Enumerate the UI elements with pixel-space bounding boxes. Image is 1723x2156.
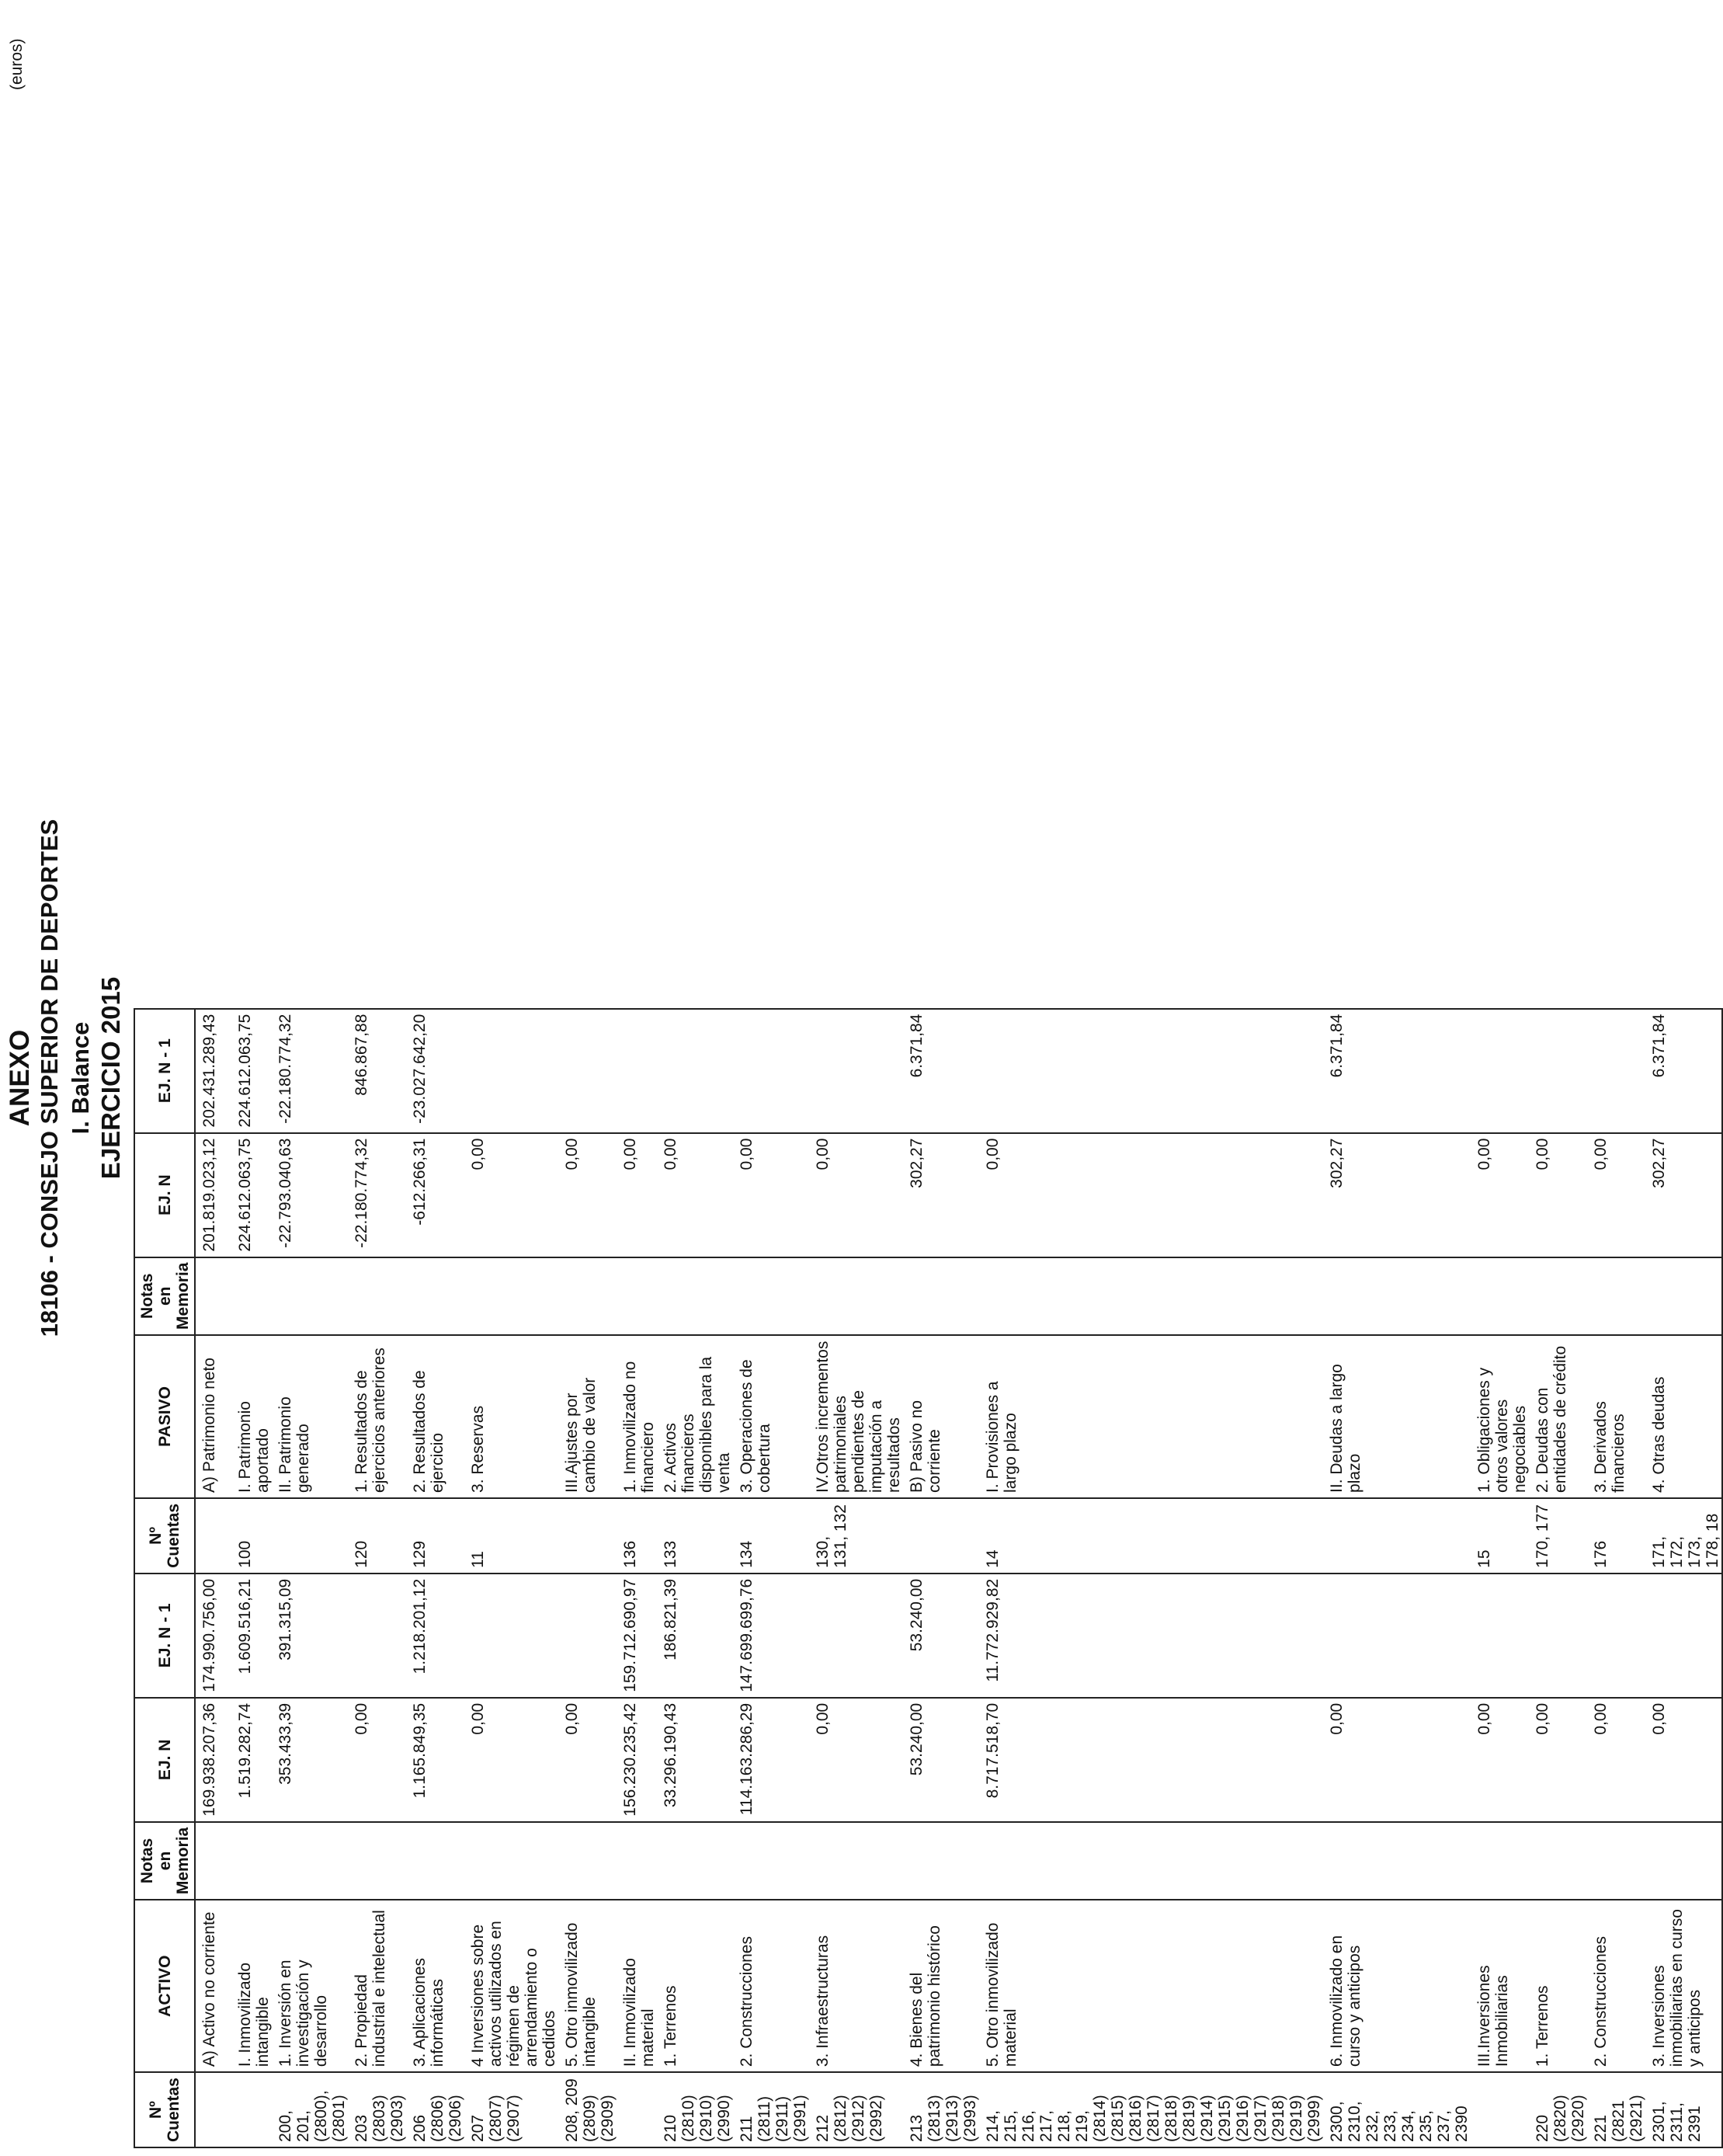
notas-pasivo xyxy=(809,1257,903,1335)
notas-activo xyxy=(406,1822,464,1900)
ejn1-activo-value xyxy=(1471,1574,1529,1698)
ejn1-pasivo-value xyxy=(657,1009,733,1133)
ejn-activo-value: 114.163.286,29 xyxy=(733,1698,809,1822)
ejn-activo-value: 8.717.518,70 xyxy=(979,1698,1323,1822)
notas-activo xyxy=(1529,1822,1587,1900)
ejn1-activo-value: 1.609.516,21 xyxy=(231,1574,272,1698)
notas-pasivo xyxy=(1471,1257,1529,1335)
col-ejn-activo: EJ. N xyxy=(134,1698,195,1822)
notas-activo xyxy=(1645,1822,1722,1900)
notas-activo xyxy=(733,1822,809,1900)
table-row xyxy=(617,1009,657,2147)
ejn-activo-value: 0,00 xyxy=(1323,1698,1471,1822)
account-codes-activo xyxy=(231,2072,272,2147)
activo-label: 4. Bienes del patrimonio histórico xyxy=(903,1900,979,2072)
account-codes-activo: 2300, 2310, 232, 233, 234, 235, 237, 2390 xyxy=(1323,2072,1471,2147)
pasivo-label: 2. Activos financieros disponibles para la venta xyxy=(657,1335,733,1498)
account-codes-activo: 212 (2812) (2912) (2992) xyxy=(809,2072,903,2147)
notas-activo xyxy=(1587,1822,1645,1900)
account-codes-pasivo xyxy=(903,1498,979,1574)
notas-pasivo xyxy=(617,1257,657,1335)
ejn-pasivo-value: 0,00 xyxy=(979,1133,1323,1257)
account-codes-pasivo: 11 xyxy=(464,1498,558,1574)
notas-activo xyxy=(1323,1822,1471,1900)
pasivo-label: II. Patrimonio generado xyxy=(272,1335,348,1498)
ejn1-pasivo-value xyxy=(1529,1009,1587,1133)
activo-label: 3. Aplicaciones informáticas xyxy=(406,1900,464,2072)
activo-label: 5. Otro inmovilizado intangible xyxy=(558,1900,617,2072)
notas-activo xyxy=(903,1822,979,1900)
table-row xyxy=(558,1009,617,2147)
table-row xyxy=(1529,1009,1587,2147)
activo-label: 3. Infraestructuras xyxy=(809,1900,903,2072)
ejn-activo-value: 156.230.235,42 xyxy=(617,1698,657,1822)
table-row xyxy=(272,1009,348,2147)
col-ejn-pasivo: EJ. N xyxy=(134,1133,195,1257)
ejn-pasivo-value: 0,00 xyxy=(464,1133,558,1257)
account-codes-activo: 208, 209 (2809) (2909) xyxy=(558,2072,617,2147)
account-codes-activo: 200, 201, (2800), (2801) xyxy=(272,2072,348,2147)
account-codes-activo: 207 (2807) (2907) xyxy=(464,2072,558,2147)
table-row xyxy=(406,1009,464,2147)
table-row xyxy=(348,1009,406,2147)
ejn-pasivo-value: 0,00 xyxy=(617,1133,657,1257)
activo-label: 5. Otro inmovilizado material xyxy=(979,1900,1323,2072)
ejn-activo-value: 1.165.849,35 xyxy=(406,1698,464,1822)
ejn1-activo-value: 11.772.929,82 xyxy=(979,1574,1323,1698)
ejn1-activo-value xyxy=(464,1574,558,1698)
ejn-activo-value: 0,00 xyxy=(558,1698,617,1822)
ejn1-activo-value: 174.990.756,00 xyxy=(195,1574,231,1698)
ejn1-pasivo-value: 224.612.063,75 xyxy=(231,1009,272,1133)
ejn1-activo-value: 147.699.699,76 xyxy=(733,1574,809,1698)
account-codes-activo: 206 (2806) (2906) xyxy=(406,2072,464,2147)
account-codes-activo: 2301, 2311, 2391 xyxy=(1645,2072,1722,2147)
account-codes-pasivo xyxy=(1323,1498,1471,1574)
notas-activo xyxy=(657,1822,733,1900)
table-header-row xyxy=(134,1009,195,2147)
notas-activo xyxy=(809,1822,903,1900)
col-notas-pasivo: Notas en Memoria xyxy=(134,1257,195,1335)
ejn-pasivo-value: 0,00 xyxy=(733,1133,809,1257)
activo-label: A) Activo no corriente xyxy=(195,1900,231,2072)
pasivo-label: II. Deudas a largo plazo xyxy=(1323,1335,1471,1498)
ejn1-pasivo-value: 6.371,84 xyxy=(1645,1009,1722,1133)
ejn1-activo-value: 53.240,00 xyxy=(903,1574,979,1698)
pasivo-label: 2. Deudas con entidades de crédito xyxy=(1529,1335,1587,1498)
ejn-pasivo-value: 0,00 xyxy=(657,1133,733,1257)
ejn1-activo-value xyxy=(558,1574,617,1698)
entity-title: 18106 - CONSEJO SUPERIOR DE DEPORTES xyxy=(36,819,63,1337)
ejn-pasivo-value: 302,27 xyxy=(903,1133,979,1257)
account-codes-activo: 211 (2811) (2911) (2991) xyxy=(733,2072,809,2147)
table-row xyxy=(903,1009,979,2147)
notas-activo xyxy=(195,1822,231,1900)
pasivo-label: I. Provisiones a largo plazo xyxy=(979,1335,1323,1498)
ejn-pasivo-value: -612.266,31 xyxy=(406,1133,464,1257)
pasivo-label: 2. Resultados de ejercicio xyxy=(406,1335,464,1498)
notas-pasivo xyxy=(1645,1257,1722,1335)
table-row xyxy=(231,1009,272,2147)
ejn1-pasivo-value: 6.371,84 xyxy=(903,1009,979,1133)
account-codes-activo: 210 (2810) (2910) (2990) xyxy=(657,2072,733,2147)
ejn-pasivo-value: 0,00 xyxy=(1529,1133,1587,1257)
account-codes-pasivo: 176 xyxy=(1587,1498,1645,1574)
col-cuentas-pasivo: Nº Cuentas xyxy=(134,1498,195,1574)
ejn-activo-value: 0,00 xyxy=(1529,1698,1587,1822)
notas-activo xyxy=(272,1822,348,1900)
ejn-pasivo-value: 302,27 xyxy=(1323,1133,1471,1257)
table-row xyxy=(979,1009,1323,2147)
notas-pasivo xyxy=(979,1257,1323,1335)
ejn-pasivo-value: -22.180.774,32 xyxy=(348,1133,406,1257)
activo-label: 4 Inversiones sobre activos utilizados en régimen de arrendamiento o cedidos xyxy=(464,1900,558,2072)
account-codes-activo xyxy=(617,2072,657,2147)
col-ejn1-pasivo: EJ. N - 1 xyxy=(134,1009,195,1133)
notas-pasivo xyxy=(733,1257,809,1335)
pasivo-label: 1. Obligaciones y otros valores negociables xyxy=(1471,1335,1529,1498)
account-codes-pasivo: 130, 131, 132 xyxy=(809,1498,903,1574)
ejn-pasivo-value: 0,00 xyxy=(1587,1133,1645,1257)
account-codes-pasivo xyxy=(195,1498,231,1574)
section-title: I. Balance xyxy=(67,1021,94,1135)
ejn-pasivo-value: 0,00 xyxy=(1471,1133,1529,1257)
notas-activo xyxy=(558,1822,617,1900)
notas-pasivo xyxy=(1323,1257,1471,1335)
ejn-activo-value: 0,00 xyxy=(809,1698,903,1822)
activo-label: 1. Terrenos xyxy=(657,1900,733,2072)
ejn1-activo-value: 159.712.690,97 xyxy=(617,1574,657,1698)
account-codes-pasivo: 136 xyxy=(617,1498,657,1574)
notas-pasivo xyxy=(348,1257,406,1335)
ejn-activo-value: 169.938.207,36 xyxy=(195,1698,231,1822)
col-cuentas-activo: Nº Cuentas xyxy=(134,2072,195,2147)
notas-pasivo xyxy=(1529,1257,1587,1335)
notas-pasivo xyxy=(903,1257,979,1335)
account-codes-pasivo: 15 xyxy=(1471,1498,1529,1574)
table-row xyxy=(195,1009,231,2147)
ejn-activo-value: 353.433,39 xyxy=(272,1698,348,1822)
ejn-pasivo-value: 201.819.023,12 xyxy=(195,1133,231,1257)
ejn-pasivo-value: -22.793.040,63 xyxy=(272,1133,348,1257)
ejn1-activo-value xyxy=(1529,1574,1587,1698)
notas-activo xyxy=(464,1822,558,1900)
pasivo-label: 3. Reservas xyxy=(464,1335,558,1498)
ejn1-activo-value xyxy=(1587,1574,1645,1698)
account-codes-pasivo: 134 xyxy=(733,1498,809,1574)
notas-activo xyxy=(231,1822,272,1900)
notas-activo xyxy=(1471,1822,1529,1900)
table-row xyxy=(657,1009,733,2147)
ejn1-activo-value: 1.218.201,12 xyxy=(406,1574,464,1698)
activo-label: 2. Construcciones xyxy=(1587,1900,1645,2072)
notas-activo xyxy=(617,1822,657,1900)
ejn1-activo-value: 391.315,09 xyxy=(272,1574,348,1698)
col-activo: ACTIVO xyxy=(134,1900,195,2072)
ejn-activo-value: 0,00 xyxy=(1471,1698,1529,1822)
activo-label: 1. Terrenos xyxy=(1529,1900,1587,2072)
table-row xyxy=(733,1009,809,2147)
balance-table xyxy=(134,1008,1723,2148)
account-codes-activo: 214, 215, 216, 217, 218, 219, (2814) (2815) (2816) (2817) (2818) (2819) (2914) (2915) (2916) (2917) (2918) (2919) (2999) xyxy=(979,2072,1323,2147)
ejn-pasivo-value: 224.612.063,75 xyxy=(231,1133,272,1257)
currency-unit: (euros) xyxy=(8,38,26,90)
table-row xyxy=(1645,1009,1722,2147)
notas-pasivo xyxy=(406,1257,464,1335)
ejn-activo-value: 0,00 xyxy=(1645,1698,1722,1822)
ejn-activo-value: 0,00 xyxy=(348,1698,406,1822)
ejn-pasivo-value: 302,27 xyxy=(1645,1133,1722,1257)
activo-label: III.Inversiones Inmobiliarias xyxy=(1471,1900,1529,2072)
notas-pasivo xyxy=(464,1257,558,1335)
account-codes-pasivo xyxy=(272,1498,348,1574)
table-body xyxy=(195,1009,1722,2147)
account-codes-activo xyxy=(195,2072,231,2147)
notas-activo xyxy=(979,1822,1323,1900)
ejn1-activo-value xyxy=(1645,1574,1722,1698)
ejn1-pasivo-value: 846.867,88 xyxy=(348,1009,406,1133)
account-codes-activo: 221 (2821 (2921) xyxy=(1587,2072,1645,2147)
ejn1-pasivo-value: 6.371,84 xyxy=(1323,1009,1471,1133)
account-codes-pasivo: 100 xyxy=(231,1498,272,1574)
pasivo-label: 4. Otras deudas xyxy=(1645,1335,1722,1498)
ejn-activo-value: 33.296.190,43 xyxy=(657,1698,733,1822)
account-codes-pasivo: 129 xyxy=(406,1498,464,1574)
ejn-pasivo-value: 0,00 xyxy=(558,1133,617,1257)
notas-pasivo xyxy=(231,1257,272,1335)
col-ejn1-activo: EJ. N - 1 xyxy=(134,1574,195,1698)
pasivo-label: 1. Resultados de ejercicios anteriores xyxy=(348,1335,406,1498)
ejn1-activo-value xyxy=(809,1574,903,1698)
ejn1-pasivo-value xyxy=(809,1009,903,1133)
notas-pasivo xyxy=(195,1257,231,1335)
table-row xyxy=(1323,1009,1471,2147)
ejn-activo-value: 0,00 xyxy=(464,1698,558,1822)
account-codes-activo: 203 (2803) (2903) xyxy=(348,2072,406,2147)
activo-label: I. Inmovilizado intangible xyxy=(231,1900,272,2072)
activo-label: 3. Inversiones inmobiliarias en curso y anticipos xyxy=(1645,1900,1722,2072)
ejn1-pasivo-value xyxy=(558,1009,617,1133)
ejn1-pasivo-value: 202.431.289,43 xyxy=(195,1009,231,1133)
activo-label: 1. Inversión en investigación y desarrollo xyxy=(272,1900,348,2072)
pasivo-label: 3. Derivados financieros xyxy=(1587,1335,1645,1498)
account-codes-activo: 220 (2820) (2920) xyxy=(1529,2072,1587,2147)
col-notas-activo: Notas en Memoria xyxy=(134,1822,195,1900)
account-codes-pasivo: 133 xyxy=(657,1498,733,1574)
ejn1-activo-value xyxy=(348,1574,406,1698)
notas-pasivo xyxy=(272,1257,348,1335)
ejn1-pasivo-value: -23.027.642,20 xyxy=(406,1009,464,1133)
notas-activo xyxy=(348,1822,406,1900)
activo-label: 2. Construcciones xyxy=(733,1900,809,2072)
account-codes-activo: 213 (2813) (2913) (2993) xyxy=(903,2072,979,2147)
activo-label: II. Inmovilizado material xyxy=(617,1900,657,2072)
ejn1-pasivo-value xyxy=(617,1009,657,1133)
table-row xyxy=(1471,1009,1529,2147)
ejn-pasivo-value: 0,00 xyxy=(809,1133,903,1257)
account-codes-pasivo: 14 xyxy=(979,1498,1323,1574)
pasivo-label: IV.Otros incrementos patrimoniales pendientes de imputación a resultados xyxy=(809,1335,903,1498)
notas-pasivo xyxy=(1587,1257,1645,1335)
ejn1-pasivo-value xyxy=(979,1009,1323,1133)
notas-pasivo xyxy=(657,1257,733,1335)
doc-title: ANEXO xyxy=(5,1029,35,1127)
account-codes-pasivo: 170, 177 xyxy=(1529,1498,1587,1574)
pasivo-label: 1. Inmovilizado no financiero xyxy=(617,1335,657,1498)
pasivo-label: A) Patrimonio neto xyxy=(195,1335,231,1498)
ejn1-pasivo-value xyxy=(733,1009,809,1133)
notas-pasivo xyxy=(558,1257,617,1335)
pasivo-label: I. Patrimonio aportado xyxy=(231,1335,272,1498)
table-row xyxy=(1587,1009,1645,2147)
account-codes-pasivo xyxy=(558,1498,617,1574)
ejn1-activo-value: 186.821,39 xyxy=(657,1574,733,1698)
pasivo-label: III.Ajustes por cambio de valor xyxy=(558,1335,617,1498)
table-row xyxy=(464,1009,558,2147)
ejn-activo-value: 1.519.282,74 xyxy=(231,1698,272,1822)
activo-label: 2. Propiedad industrial e intelectual xyxy=(348,1900,406,2072)
ejn1-pasivo-value xyxy=(464,1009,558,1133)
table-row xyxy=(809,1009,903,2147)
ejn1-activo-value xyxy=(1323,1574,1471,1698)
activo-label: 6. Inmovilizado en curso y anticipos xyxy=(1323,1900,1471,2072)
ejn1-pasivo-value: -22.180.774,32 xyxy=(272,1009,348,1133)
pasivo-label: B) Pasivo no corriente xyxy=(903,1335,979,1498)
ejn1-pasivo-value xyxy=(1587,1009,1645,1133)
fiscal-year-title: EJERCICIO 2015 xyxy=(96,976,125,1180)
ejn-activo-value: 0,00 xyxy=(1587,1698,1645,1822)
account-codes-pasivo: 120 xyxy=(348,1498,406,1574)
pasivo-label: 3. Operaciones de cobertura xyxy=(733,1335,809,1498)
account-codes-activo xyxy=(1471,2072,1529,2147)
col-pasivo: PASIVO xyxy=(134,1335,195,1498)
ejn-activo-value: 53.240,00 xyxy=(903,1698,979,1822)
account-codes-pasivo: 171, 172, 173, 178, 18 xyxy=(1645,1498,1722,1574)
ejn1-pasivo-value xyxy=(1471,1009,1529,1133)
